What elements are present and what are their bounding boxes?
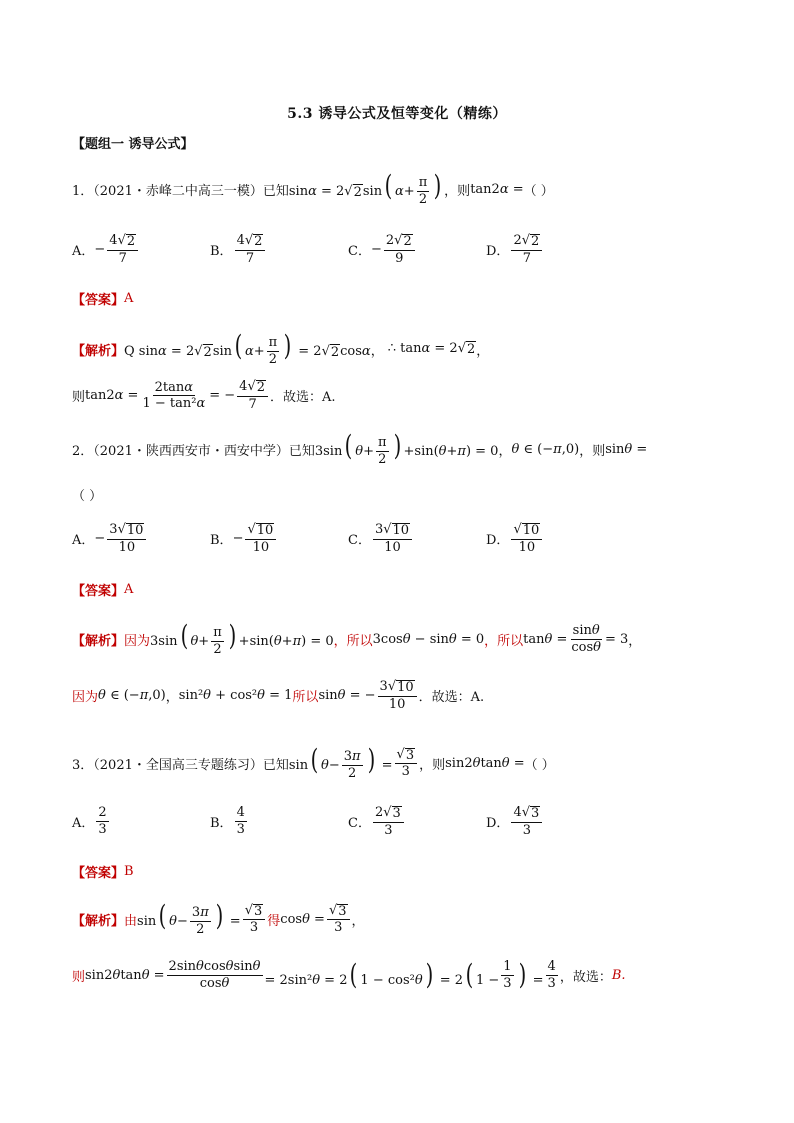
q2-option-a: A． − 3 √ 10 10: [72, 523, 148, 554]
q2-option-c: C． 3 √ 10 10: [348, 523, 414, 554]
question-2-blank: （ ）: [72, 489, 103, 504]
q3-option-d: D． 4 √ 3 3: [486, 806, 544, 837]
question-2: 2．（2021・陕西西安市・西安中学）已知 3sin( θ+ $\frac{\pi}{2}$ ) +sin(θ+π) = 0 ， θ ∈ (−π,0) ，则 sinθ =: [72, 429, 648, 467]
q1-option-a: A． − 4 √ 2 7: [72, 234, 140, 265]
q1-mid: ，则: [444, 183, 471, 199]
q3-option-b: B． $\frac{4}{3}$: [210, 805, 245, 837]
q3-explanation-line1: 【解析】 由 sin( θ− $\frac{3\pi}{2}$ ) = √ 3 3 得 cosθ = √ 3 3 ，: [72, 899, 365, 937]
q1-explanation-line2: 则 tan2α = $\frac{2\tan\alpha}{\text{1 − tan²α}}$ = − 4 √ 2 7 ．故选：A.: [72, 379, 336, 412]
q1-formula: sinα = 2 √ 2 sin( α+ $\frac{\pi}{2}$ ): [288, 169, 442, 207]
q1-option-b: B． 4 √ 2 7: [210, 234, 267, 265]
q1-explanation-line1: 【解析】 Q sinα = 2 √ 2 sin( α+ $\frac{\pi}{2}$ ) = 2 √ 2 cosα ， ∴ tanα = 2 √ 2 ，: [72, 329, 490, 367]
q2-explanation-line1: 【解析】 因为 3sin( θ+ $\frac{\pi}{2}$ ) +sin(θ+π) = 0 ，所以 3cosθ − sinθ = 0 ，所以 tanθ = $\frac{\sin\theta}{\cos\theta}$ = 3 ，: [72, 619, 642, 657]
q1-option-c: C． − 2 √ 2 9: [348, 234, 417, 265]
q3-option-a: A． $\frac{2}{3}$: [72, 805, 107, 837]
q1-prefix: 1．（2021・赤峰二中高三一模）已知: [72, 183, 289, 199]
question-1: 1．（2021・赤峰二中高三一模）已知 sinα = 2 √ 2 sin( α+ $\frac{\pi}{2}$ ) ，则 tan2α = （ ）: [72, 169, 554, 207]
question-3: 3．（2021・全国高三专题练习）已知 sin( θ− $\frac{3\pi}{2}$ ) = √ 3 3 ，则 sin2θtanθ = （ ）: [72, 743, 555, 781]
q2-answer: 【答案】 A: [72, 582, 134, 599]
q1-end: （ ）: [523, 183, 554, 199]
q3-explanation-line2: 则 sin2θtanθ = $\frac{2\sin\theta\cos\theta\sin\theta}{\cos\theta}$ = 2sin²θ = 2( 1 − cos²θ) = 2( 1 − $\frac{1}{3}$ ) = $\frac{4}{3}$ ，故选： B.: [72, 958, 626, 992]
q3-option-c: C． 2 √ 3 3: [348, 806, 406, 837]
q2-option-d: D． √ 10 10: [486, 523, 544, 554]
q2-explanation-line2: 因为 θ ∈ (−π,0) ， sin²θ + cos²θ = 1 所以 sinθ = − 3 √ 10 10 ．故选：A.: [72, 679, 485, 712]
q2-option-b: B． − √ 10 10: [210, 523, 278, 554]
q1-answer: 【答案】 A: [72, 291, 134, 308]
q1-option-d: D． 2 √ 2 7: [486, 234, 544, 265]
q3-answer: 【答案】 B: [72, 864, 134, 881]
section-heading: 【题组一 诱导公式】: [72, 137, 194, 152]
page-title: 5.3 诱导公式及恒等变化（精练）: [287, 106, 507, 122]
